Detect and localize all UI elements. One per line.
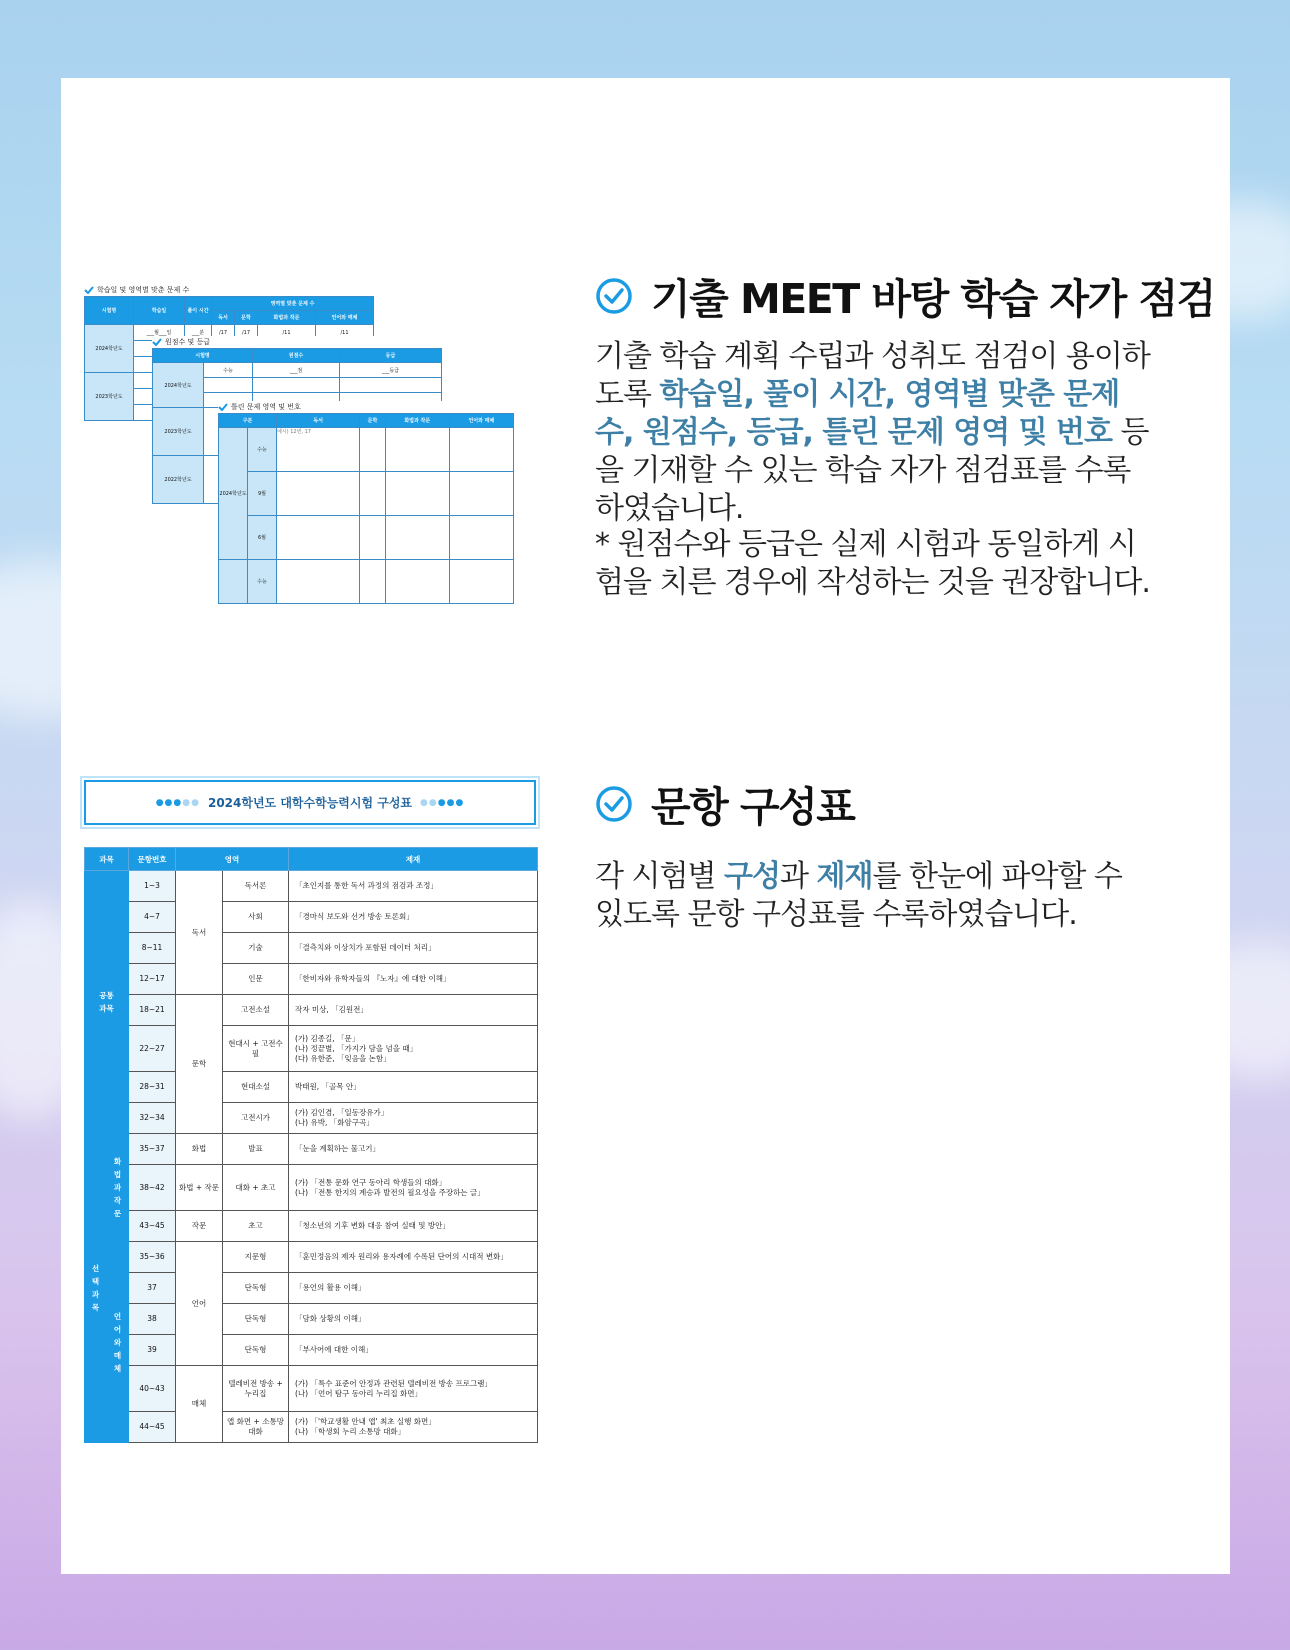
section1-heading [595,266,1215,325]
section2-description: 각 시험별 구성과 제재를 한눈에 파악할 수 있도록 문항 구성표를 수록하였습니다. [595,859,1122,932]
check-circle-icon [595,785,633,823]
wrong-questions-table: 구분 독서 문학 화법과 작문 언어와 매체 2024학년도 수능 예시) 12번, 17 9월 6월 수능 [218,413,514,604]
sub-hwajak: 화법과작문 [107,1134,129,1242]
sheet-title: 틀린 문제 영역 및 번호 [218,401,514,413]
dots-decoration: ●●●●● [420,797,465,808]
dots-decoration: ●●●●● [155,797,200,808]
section2-title: 문항 구성표 [651,783,855,831]
section1-title: 기출 MEET 바탕 학습 자가 점검 [651,275,1215,323]
composition-banner [84,780,536,825]
check-icon [84,286,94,294]
group-common: 공통 과목 [85,871,129,1134]
sub-eonmae: 언어와매체 [107,1242,129,1443]
study-date-table: 시험명 학습일 풀이 시간 영역별 맞춘 문제 수 독서 문학 화법과 작문 언어와 매체 2024학년도 ___월___일 ___분 /17 /17 /11 /11 2023학년도 [84,296,374,421]
section1-note: * 원점수와 등급은 실제 시험과 동일하게 시험을 치른 경우에 작성하는 것을 권장합니다. [595,527,1150,600]
check-icon [152,338,162,346]
section2-heading [595,774,854,833]
group-select: 선택 과목 [85,1134,107,1443]
highlight-text: 학습일, 풀이 시간, 영역별 맞춘 문제 수, 원점수, 등급, 틀린 문제 영역 및 번호 [595,377,1120,450]
sheet-title: 원점수 및 등급 [152,336,442,348]
sheet-title: 학습일 및 영역별 맞춘 문제 수 [84,284,374,296]
sheet-wrong-questions [218,401,514,605]
highlight-text: 제재 [816,859,873,894]
content-card [61,78,1230,1574]
composition-table: 과목 문항번호 영역 제재 공통 과목 1~3 독서 독서론 「초인지를 통한 독서 과정의 점검과 조정」 4~7 사회 「경마식 보도와 선거 방송 토론회」 8~11 기술 「결측치와 이상치가 포함된 데이터 처리」 12~17 인문 「한비자와 유학자들의 『노자』에 대한 이해」 18~21 문학 고전소설 작자 미상, 「김원전」 22~27 현대시 + 고전수필 (가) 김종길, 「문」 (나) 정끝별, 「가지가 담을 넘을 때」 (다) 유한준, 「잊음을 논함」 28~31 현대소설 박태원, 「골목 안」 32~34 고전시가 (가) 김인겸, 「일동장유가」 (나) 유박, 「화암구곡」 선택 과목 화법과작문 35~37 화법 발표 「눈을 계획하는 물고기」 38~42 화법 + 작문 대화 + 초고 (가) 「전통 문화 연구 동아리 학생들의 대화」 (나) 「전통 한지의 계승과 발전의 필요성을 주장하는 글」 43~45 작문 초고 「청소년의 기후 변화 대응 참여 실태 및 방안」 언어와매체 35~36 언어 지문형 「훈민정음의 제자 원리와 용자례에 수록된 단어의 시대적 변화」 37 단독형 「용언의 활용 이해」 38 단독형 「담화 상황의 이해」 39 단독형 「부사어에 대한 이해」 40~43 매체 텔레비전 방송 + 누리집 (가) 「특수 표준어 안정과 관련된 텔레비전 방송 프로그램」 (나) 「언어 탐구 동아리 누리집 화면」 44~45 앱 화면 + 소통망 대화 (가) 「'학교생활 안내 앱' 최초 실행 화면」 (나) 「학생회 누리 소통망 대화」 [84,847,538,1443]
section1-description: 기출 학습 계획 수립과 성취도 점검이 용이하도록 학습일, 풀이 시간, 영역별 맞춘 문제 수, 원점수, 등급, 틀린 문제 영역 및 번호 등을 기재할 수 있는 학습 자가 점검표를 수록하였습니다. [595,339,1150,526]
banner-title: 2024학년도 대학수학능력시험 구성표 [207,796,413,810]
check-icon [218,403,228,411]
highlight-text: 구성 [724,859,780,894]
score-grade-table: 시험명 원점수 등급 2024학년도 수능 ___점 ___등급 2023학년도 2022학년도 [152,348,442,504]
check-circle-icon [595,277,633,315]
